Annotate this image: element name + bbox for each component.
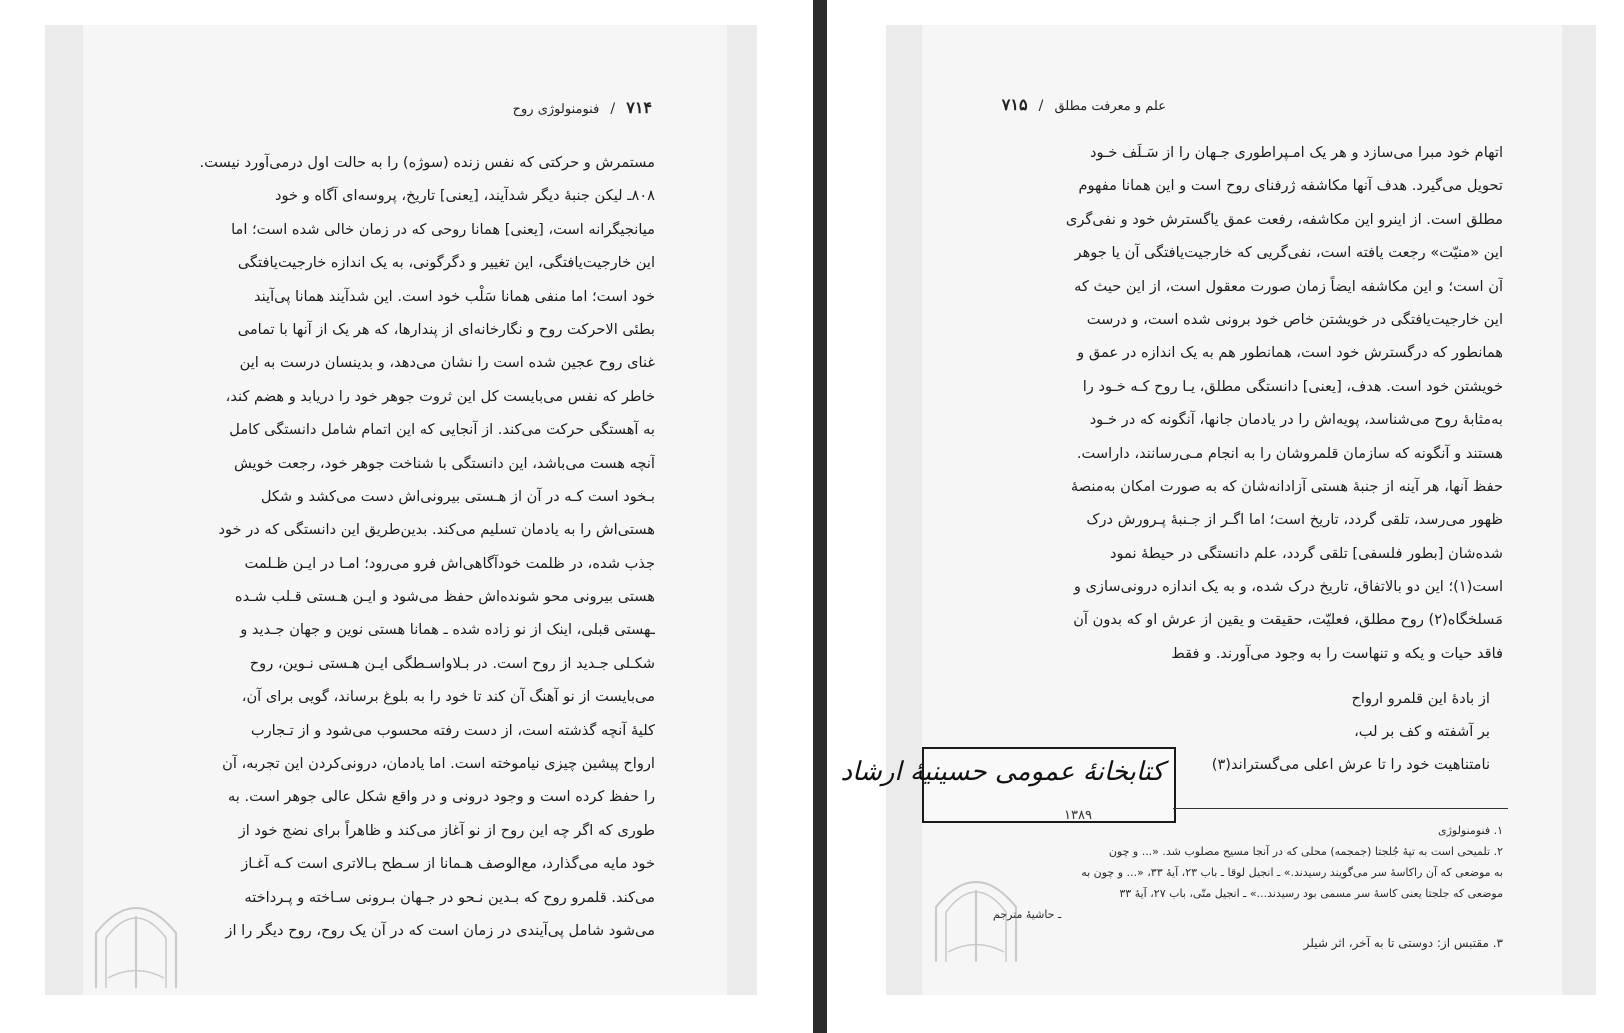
text-line: میانجیگرانه است، [یعنی] همانا روحی که در زمان خالی شده است؛ اما <box>231 220 655 238</box>
header-separator: / <box>610 101 616 117</box>
text-line: ـهستی قبلی، اینک از نو زاده شده ـ همانا هستی نوین و جهان جـدید و <box>240 621 655 639</box>
text-line: مَسلخگاه(۲) روح مطلق، فعلیّت، حقیقت و یقین از عرش او که بدون آن <box>1073 611 1503 629</box>
text-line: جذب شده، در ظلمت خودآگاهی‌اش فرو می‌رود؛ امـا در ایـن ظـلمت <box>244 554 655 572</box>
footnote-line: موضعی که جلجتا یعنی کاسهٔ سر مسمی بود رسیدند...» ـ انجیل متّی، باب ۲۷، آیهٔ ۳۳ <box>1119 887 1503 900</box>
text-line: بطئی الاحرکت روح و نگارخانه‌ای از پندارها، که هر یک از آنها با تمامی <box>237 320 655 338</box>
text-line: می‌بایست از نو آهنگ آن کند تا خود را به بلوغ برساند، گویی برای آن، <box>241 688 655 706</box>
text-line: ۸۰۸ـ لیکن جنبهٔ دیگر شدآیند، [یعنی] تاریخ، پروسه‌ای آگاه و خود <box>274 187 655 205</box>
verse-line: نامتناهیت خود را تا عرش اعلی می‌گستراند(۳) <box>1211 756 1490 773</box>
footnotes <box>993 820 1503 954</box>
text-line: به آهستگی حرکت می‌کند. از آنجایی که این اتمام شامل دانستگی کامل <box>229 421 655 439</box>
library-watermark-icon <box>86 888 186 993</box>
verse-line: از بادهٔ این قلمرو ارواح <box>1351 690 1490 707</box>
text-line: مطلق است. از اینرو این مکاشفه، رفعت عمق یاگسترش خود و نفی‌گری <box>1065 210 1503 228</box>
text-line: مستمرش و حرکتی که نفس زنده (سوژه) را به حالت اول درمی‌آورد نیست. <box>199 154 655 171</box>
text-line: را حفظ کرده است و وجود درونی و در واقع شکل عالی جوهر است. به <box>227 788 655 806</box>
footnote-line: ۱. فنومنولوژی <box>1437 824 1503 837</box>
text-line: ظهور می‌رسد، تلقی گردد، تاریخ است؛ اما اگـر از جـنبهٔ پـرورش درک <box>1086 511 1503 529</box>
text-line: همانطور که درگسترش خود است، همانطور هم به یک اندازه در عمق و <box>1077 344 1503 362</box>
text-line: خود مایه می‌گذارد، مع‌الوصف هـمانا از سـطح بـالاتری است کـه آغـاز <box>241 855 655 873</box>
verse-line: بر آشفته و کف بر لب، <box>1354 723 1490 740</box>
footnote-line: ۳. مقتبس از: دوستی تا به آخر، اثر شیلر <box>1303 936 1503 950</box>
library-stamp <box>840 747 1176 823</box>
text-line: هستی‌اش را به یادمان تسلیم می‌کند. بدین‌طریق این دانستگی که در خود <box>218 521 655 539</box>
text-line: کلیهٔ آنچه گذشته است، از دست رفته محسوب می‌شود و از تـجارب <box>250 721 655 739</box>
text-line: خویشتن خود است. هدف، [یعنی] دانستگی مطلق، یـا روح کـه خـود را <box>1082 377 1503 395</box>
text-line: این خارجیت‌یافتگی، این تغییر و دگرگونی، به یک اندازه خارجیت‌یافتگی <box>237 254 655 272</box>
text-line: آن است؛ و این مکاشفه ایضاً زمان صورت معقول است، از این حیث که <box>1074 277 1503 295</box>
text-line: شکـلی جـدید از روح است. در بـلاواسـطگی ایـن هـستی نـوین، روح <box>249 654 655 672</box>
text-line: بـخود است کـه در آن از هـستی بیرونی‌اش دست می‌کشد و شکل <box>260 487 655 505</box>
right-page-body <box>993 136 1503 670</box>
running-title: علم و معرفت مطلق <box>1054 99 1166 114</box>
text-line: تحویل می‌گیرد. هدف آنها مکاشفه ژرفنای روح است و این همانا مفهوم <box>1078 177 1503 195</box>
footnote-line: ۲. تلمیحی است به تپهٔ جُلجتا (جمجمه) محلی که در آنجا مسیح مصلوب شد. «... و چون <box>1108 845 1503 858</box>
text-line: این «منیّت» رجعت یافته است، نفی‌گریی که خارجیت‌یافتگی آن یا جوهر <box>1074 244 1503 262</box>
text-line: می‌شود شامل پی‌آیندی در زمان است که در آن یک روح، روح دیگر را از <box>225 921 655 939</box>
text-line: به‌مثابهٔ روح می‌شناسد، پویه‌اش را در یادمان جانها، آنگونه که در خـود <box>1089 411 1503 429</box>
left-page-header <box>513 98 652 117</box>
verse-block <box>1150 682 1490 781</box>
left-page-body <box>145 146 655 947</box>
text-line: اتهام خود مبرا می‌سازد و هر یک امـپراطوری جـهان را از سَـلَف خـود <box>1090 144 1503 161</box>
running-title: فنومنولوژی روح <box>512 102 600 117</box>
text-line: هستند و آنگونه که سازمان قلمروشان را به انجام مـی‌رسانند، داراست. <box>1076 444 1503 462</box>
library-watermark-icon <box>926 862 1026 967</box>
footnote-rule <box>1173 808 1508 809</box>
page-spread-divider <box>813 0 827 1033</box>
stamp-number: ۱۳۸۹ <box>1064 808 1092 823</box>
text-line: فاقد حیات و یکه و تنهاست را به وجود می‌آورند. و فقط <box>1171 644 1503 662</box>
footnote-line: به موضعی که آن راکاسهٔ سر می‌گویند رسیدند.» ـ انجیل لوقا ـ باب ۲۳، آیهٔ ۳۳، «... و چون به <box>1081 866 1503 879</box>
text-line: خاطر که نفس می‌بایست کل این ثروت جوهر خود را دریابد و هضم کند، <box>225 387 655 405</box>
text-line: است(۱)؛ این دو بالاتفاق، تاریخ درک شده، و به یک اندازه درونی‌سازی و <box>1073 578 1503 596</box>
page-number: ۷۱۵ <box>1001 95 1028 114</box>
text-line: آنچه هست می‌باشد، این دانستگی با شناخت جوهر خود، رجعت خویش <box>233 454 655 472</box>
stamp-text: کتابخانهٔ عمومی حسینیهٔ ارشاد <box>840 757 1164 787</box>
text-line: غنای روح عجین شده است را نشان می‌دهد، و بدینسان درست به این <box>239 354 655 372</box>
text-line: طوری که اگر چه این روح از نو آغاز می‌کند و ظاهراً برای نضج خود از <box>238 821 655 839</box>
text-line: این خارجیت‌یافتگی در خویشتن خاص خود برونی شده است، و درست <box>1086 310 1503 328</box>
header-separator: / <box>1038 98 1044 114</box>
text-line: حفظ آنها، هر آینه از جنبهٔ هستی آزادانه‌شان که به صورت امکان به‌منصهٔ <box>1070 477 1503 495</box>
footnote-line: ـ حاشیهٔ مترجم <box>993 908 1062 921</box>
text-line: می‌کند. قلمرو روح که بـدین نـحو در جـهان بـرونی سـاخته و پـرداخته <box>244 888 655 906</box>
text-line: شده‌شان [بطور فلسفی] تلقی گردد، علم دانستگی در حیطهٔ نمود <box>1109 544 1503 562</box>
text-line: ارواح پیشین چیزی نیاموخته است. اما یادمان، درونی‌کردن این تجربه، آن <box>222 755 655 773</box>
text-line: هستی بیرونی محو شونده‌اش حفظ می‌شود و ایـن هـستی قـلب شـده <box>234 588 655 606</box>
right-page-header <box>1002 95 1166 114</box>
page-number: ۷۱۴ <box>626 98 652 117</box>
text-line: خود است؛ اما منفی همانا سَلْب خود است. این شدآیند همانا پی‌آیند <box>253 287 655 305</box>
